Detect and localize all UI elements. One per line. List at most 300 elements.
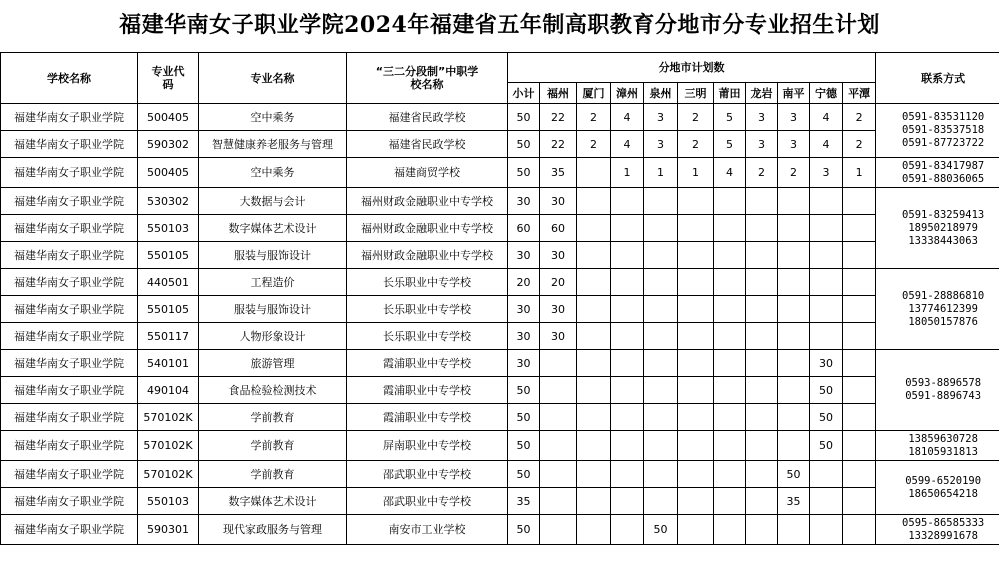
header-city: 厦门 [577, 83, 611, 104]
count-cell: 2 [778, 158, 810, 188]
count-cell: 50 [508, 431, 540, 461]
count-cell [577, 215, 611, 242]
header-code: 专业代码 [138, 53, 199, 104]
count-cell: 50 [778, 461, 810, 488]
partner-cell: 长乐职业中专学校 [347, 269, 508, 296]
count-cell [843, 296, 876, 323]
count-cell: 2 [678, 104, 714, 131]
count-cell: 50 [508, 158, 540, 188]
contact-cell [876, 350, 999, 431]
table-row [1, 104, 999, 131]
count-cell: 30 [540, 323, 577, 350]
contact-phone: 18105931813 [908, 445, 978, 458]
count-cell [714, 377, 746, 404]
partner-cell: 邵武职业中专学校 [347, 461, 508, 488]
contact-phone: 18950218979 [908, 221, 978, 234]
contact-phone: 0591-83259413 [902, 208, 985, 221]
count-cell: 4 [714, 158, 746, 188]
count-cell: 50 [508, 104, 540, 131]
count-cell [746, 350, 778, 377]
contact-phone: 0591-83531120 [902, 111, 985, 123]
header-city: 宁德 [810, 83, 843, 104]
school-cell: 福建华南女子职业学院 [1, 242, 138, 269]
count-cell [714, 296, 746, 323]
count-cell: 4 [611, 104, 644, 131]
count-cell: 35 [508, 488, 540, 515]
header-city: 三明 [678, 83, 714, 104]
count-cell [843, 188, 876, 215]
code-cell: 550103 [138, 215, 199, 242]
count-cell [810, 461, 843, 488]
count-cell [611, 188, 644, 215]
count-cell [746, 242, 778, 269]
major-cell: 现代家政服务与管理 [199, 515, 347, 545]
count-cell [843, 269, 876, 296]
header-major: 专业名称 [199, 53, 347, 104]
count-cell [540, 488, 577, 515]
count-cell [644, 188, 678, 215]
count-cell: 30 [540, 242, 577, 269]
count-cell: 2 [746, 158, 778, 188]
count-cell [746, 461, 778, 488]
count-cell [540, 404, 577, 431]
table-row [1, 377, 999, 404]
count-cell [540, 431, 577, 461]
count-cell: 50 [508, 377, 540, 404]
table-row [1, 350, 999, 377]
count-cell [644, 215, 678, 242]
count-cell [611, 323, 644, 350]
count-cell [843, 350, 876, 377]
count-cell [843, 242, 876, 269]
header-school: 学校名称 [1, 53, 138, 104]
code-cell: 590301 [138, 515, 199, 545]
count-cell [810, 488, 843, 515]
count-cell [778, 188, 810, 215]
count-cell [644, 461, 678, 488]
count-cell [746, 323, 778, 350]
count-cell: 2 [843, 104, 876, 131]
count-cell: 60 [540, 215, 577, 242]
count-cell: 30 [810, 350, 843, 377]
table-row [1, 515, 999, 545]
count-cell [843, 215, 876, 242]
contact-phone: 0599-6520190 [905, 474, 982, 487]
count-cell [714, 215, 746, 242]
count-cell: 4 [611, 131, 644, 158]
code-cell: 550103 [138, 488, 199, 515]
count-cell: 5 [714, 104, 746, 131]
partner-cell: 长乐职业中专学校 [347, 296, 508, 323]
count-cell [746, 515, 778, 545]
count-cell [611, 431, 644, 461]
count-cell: 1 [678, 158, 714, 188]
header-city: 小计 [508, 83, 540, 104]
count-cell [778, 515, 810, 545]
count-cell [714, 515, 746, 545]
count-cell [714, 431, 746, 461]
count-cell [778, 215, 810, 242]
table-row [1, 131, 999, 158]
major-cell: 服装与服饰设计 [199, 296, 347, 323]
count-cell [746, 296, 778, 323]
header-city: 漳州 [611, 83, 644, 104]
count-cell: 3 [810, 158, 843, 188]
count-cell [714, 350, 746, 377]
count-cell: 50 [644, 515, 678, 545]
count-cell [746, 377, 778, 404]
contact-phone: 0591-83537518 [902, 124, 985, 136]
major-cell: 人物形象设计 [199, 323, 347, 350]
count-cell [843, 488, 876, 515]
partner-cell: 福州财政金融职业中专学校 [347, 242, 508, 269]
count-cell: 3 [778, 131, 810, 158]
contact-cell [876, 515, 999, 545]
count-cell [577, 461, 611, 488]
table-row [1, 488, 999, 515]
count-cell [678, 242, 714, 269]
table-row [1, 296, 999, 323]
count-cell [611, 377, 644, 404]
contact-cell [876, 158, 999, 188]
count-cell: 50 [508, 461, 540, 488]
count-cell [843, 404, 876, 431]
count-cell [714, 188, 746, 215]
contact-phone: 0595-86585333 [902, 516, 985, 529]
count-cell: 50 [508, 404, 540, 431]
count-cell [577, 404, 611, 431]
count-cell: 35 [540, 158, 577, 188]
contact-phone: 0591-83417987 [902, 159, 985, 172]
code-cell: 550105 [138, 242, 199, 269]
count-cell [678, 188, 714, 215]
major-cell: 数字媒体艺术设计 [199, 215, 347, 242]
code-cell: 550117 [138, 323, 199, 350]
partner-cell: 霞浦职业中专学校 [347, 404, 508, 431]
count-cell [843, 323, 876, 350]
count-cell [678, 488, 714, 515]
count-cell: 50 [810, 404, 843, 431]
count-cell [714, 461, 746, 488]
count-cell [577, 188, 611, 215]
count-cell: 22 [540, 131, 577, 158]
count-cell: 60 [508, 215, 540, 242]
count-cell [577, 377, 611, 404]
count-cell [577, 296, 611, 323]
major-cell: 空中乘务 [199, 104, 347, 131]
header-city: 龙岩 [746, 83, 778, 104]
count-cell [678, 296, 714, 323]
count-cell [577, 158, 611, 188]
school-cell: 福建华南女子职业学院 [1, 515, 138, 545]
table-row [1, 242, 999, 269]
count-cell: 1 [611, 158, 644, 188]
school-cell: 福建华南女子职业学院 [1, 215, 138, 242]
count-cell [678, 515, 714, 545]
count-cell [843, 377, 876, 404]
table-row [1, 269, 999, 296]
school-cell: 福建华南女子职业学院 [1, 377, 138, 404]
count-cell: 4 [810, 131, 843, 158]
school-cell: 福建华南女子职业学院 [1, 404, 138, 431]
count-cell [611, 488, 644, 515]
count-cell: 4 [810, 104, 843, 131]
count-cell [644, 488, 678, 515]
count-cell: 50 [508, 515, 540, 545]
count-cell [611, 515, 644, 545]
count-cell [577, 242, 611, 269]
count-cell [746, 404, 778, 431]
school-cell: 福建华南女子职业学院 [1, 296, 138, 323]
header-contact: 联系方式 [876, 53, 999, 104]
count-cell: 3 [644, 104, 678, 131]
count-cell [746, 269, 778, 296]
partner-cell: 邵武职业中专学校 [347, 488, 508, 515]
code-cell: 570102K [138, 431, 199, 461]
count-cell: 30 [540, 296, 577, 323]
contact-cell [876, 461, 999, 515]
count-cell [778, 242, 810, 269]
contact-phone: 18650654218 [908, 487, 978, 500]
school-cell: 福建华南女子职业学院 [1, 461, 138, 488]
contact-phone: 13774612399 [908, 302, 978, 315]
partner-cell: 南安市工业学校 [347, 515, 508, 545]
partner-cell: 福州财政金融职业中专学校 [347, 215, 508, 242]
count-cell [714, 323, 746, 350]
count-cell [843, 461, 876, 488]
table-row [1, 431, 999, 461]
code-cell: 500405 [138, 104, 199, 131]
school-cell: 福建华南女子职业学院 [1, 431, 138, 461]
count-cell [644, 377, 678, 404]
partner-cell: 福建省民政学校 [347, 104, 508, 131]
count-cell [577, 515, 611, 545]
count-cell: 2 [843, 131, 876, 158]
major-cell: 学前教育 [199, 461, 347, 488]
count-cell [778, 296, 810, 323]
count-cell: 30 [508, 323, 540, 350]
contact-phone: 0593-8896578 [905, 377, 982, 389]
count-cell [644, 269, 678, 296]
count-cell: 2 [678, 131, 714, 158]
major-cell: 服装与服饰设计 [199, 242, 347, 269]
count-cell [778, 404, 810, 431]
partner-cell: 屏南职业中专学校 [347, 431, 508, 461]
header-city: 南平 [778, 83, 810, 104]
school-cell: 福建华南女子职业学院 [1, 104, 138, 131]
table-row [1, 404, 999, 431]
major-cell: 食品检验检测技术 [199, 377, 347, 404]
count-cell: 3 [746, 131, 778, 158]
count-cell [577, 269, 611, 296]
count-cell: 3 [746, 104, 778, 131]
count-cell [577, 431, 611, 461]
school-cell: 福建华南女子职业学院 [1, 323, 138, 350]
count-cell [746, 488, 778, 515]
header-plan: 分地市计划数 [508, 53, 876, 83]
count-cell [714, 242, 746, 269]
count-cell [611, 350, 644, 377]
partner-cell: 长乐职业中专学校 [347, 323, 508, 350]
count-cell [778, 377, 810, 404]
page-title: 福建华南女子职业学院2024年福建省五年制高职教育分地市分专业招生计划 [119, 12, 880, 38]
partner-cell: 霞浦职业中专学校 [347, 350, 508, 377]
school-cell: 福建华南女子职业学院 [1, 488, 138, 515]
count-cell [843, 431, 876, 461]
count-cell: 30 [508, 188, 540, 215]
count-cell [778, 323, 810, 350]
major-cell: 大数据与会计 [199, 188, 347, 215]
count-cell [678, 404, 714, 431]
contact-cell [876, 269, 999, 350]
major-cell: 数字媒体艺术设计 [199, 488, 347, 515]
count-cell [644, 242, 678, 269]
contact-phone: 0591-8896743 [905, 390, 982, 402]
count-cell [644, 350, 678, 377]
school-cell: 福建华南女子职业学院 [1, 131, 138, 158]
count-cell: 3 [778, 104, 810, 131]
table-row [1, 461, 999, 488]
contact-phone: 0591-28886810 [902, 289, 985, 302]
count-cell [611, 269, 644, 296]
count-cell [810, 242, 843, 269]
count-cell [778, 350, 810, 377]
count-cell [678, 350, 714, 377]
count-cell [611, 242, 644, 269]
major-cell: 学前教育 [199, 404, 347, 431]
count-cell [714, 404, 746, 431]
major-cell: 空中乘务 [199, 158, 347, 188]
count-cell [577, 350, 611, 377]
count-cell: 50 [508, 131, 540, 158]
header-city: 平潭 [843, 83, 876, 104]
count-cell [746, 188, 778, 215]
contact-cell [876, 431, 999, 461]
count-cell [611, 461, 644, 488]
count-cell [810, 515, 843, 545]
table-row [1, 188, 999, 215]
count-cell [540, 461, 577, 488]
count-cell: 2 [577, 131, 611, 158]
count-cell [577, 488, 611, 515]
count-cell: 30 [508, 350, 540, 377]
count-cell [678, 377, 714, 404]
header-partner: “三二分段制”中职学校名称 [347, 53, 508, 104]
contact-cell [876, 188, 999, 269]
school-cell: 福建华南女子职业学院 [1, 188, 138, 215]
table-row [1, 158, 999, 188]
partner-cell: 福建商贸学校 [347, 158, 508, 188]
code-cell: 540101 [138, 350, 199, 377]
count-cell [611, 215, 644, 242]
count-cell [843, 515, 876, 545]
count-cell [577, 323, 611, 350]
count-cell: 22 [540, 104, 577, 131]
major-cell: 工程造价 [199, 269, 347, 296]
count-cell: 30 [508, 242, 540, 269]
count-cell [644, 431, 678, 461]
count-cell [810, 188, 843, 215]
count-cell: 3 [644, 131, 678, 158]
count-cell: 2 [577, 104, 611, 131]
header-city: 莆田 [714, 83, 746, 104]
code-cell: 550105 [138, 296, 199, 323]
code-cell: 570102K [138, 461, 199, 488]
code-cell: 570102K [138, 404, 199, 431]
contact-phone: 13859630728 [908, 432, 978, 445]
count-cell [678, 431, 714, 461]
count-cell [778, 269, 810, 296]
contact-phone: 18050157876 [908, 315, 978, 328]
school-cell: 福建华南女子职业学院 [1, 269, 138, 296]
count-cell [778, 431, 810, 461]
count-cell: 35 [778, 488, 810, 515]
contact-phone: 13338443063 [908, 234, 978, 247]
count-cell [678, 461, 714, 488]
school-cell: 福建华南女子职业学院 [1, 158, 138, 188]
count-cell [810, 296, 843, 323]
count-cell [810, 269, 843, 296]
code-cell: 590302 [138, 131, 199, 158]
count-cell: 30 [540, 188, 577, 215]
major-cell: 学前教育 [199, 431, 347, 461]
count-cell [810, 323, 843, 350]
count-cell [540, 377, 577, 404]
count-cell [644, 404, 678, 431]
code-cell: 530302 [138, 188, 199, 215]
count-cell: 30 [508, 296, 540, 323]
count-cell [678, 215, 714, 242]
count-cell [714, 269, 746, 296]
count-cell [611, 404, 644, 431]
count-cell [540, 515, 577, 545]
count-cell [678, 269, 714, 296]
count-cell [540, 350, 577, 377]
count-cell: 20 [540, 269, 577, 296]
count-cell [746, 431, 778, 461]
count-cell [714, 488, 746, 515]
partner-cell: 霞浦职业中专学校 [347, 377, 508, 404]
count-cell [644, 296, 678, 323]
partner-cell: 福州财政金融职业中专学校 [347, 188, 508, 215]
contact-phone: 0591-87723722 [902, 137, 985, 149]
code-cell: 440501 [138, 269, 199, 296]
enrollment-plan-table [0, 52, 999, 545]
count-cell [810, 215, 843, 242]
table-row [1, 215, 999, 242]
contact-phone: 0591-88036065 [902, 172, 985, 185]
count-cell [678, 323, 714, 350]
header-city: 福州 [540, 83, 577, 104]
count-cell: 50 [810, 431, 843, 461]
count-cell [611, 296, 644, 323]
major-cell: 旅游管理 [199, 350, 347, 377]
count-cell: 20 [508, 269, 540, 296]
count-cell [746, 215, 778, 242]
count-cell: 1 [644, 158, 678, 188]
header-city: 泉州 [644, 83, 678, 104]
count-cell [644, 323, 678, 350]
count-cell: 1 [843, 158, 876, 188]
school-cell: 福建华南女子职业学院 [1, 350, 138, 377]
count-cell: 5 [714, 131, 746, 158]
code-cell: 490104 [138, 377, 199, 404]
code-cell: 500405 [138, 158, 199, 188]
count-cell: 50 [810, 377, 843, 404]
contact-cell [876, 104, 999, 158]
major-cell: 智慧健康养老服务与管理 [199, 131, 347, 158]
table-row [1, 323, 999, 350]
